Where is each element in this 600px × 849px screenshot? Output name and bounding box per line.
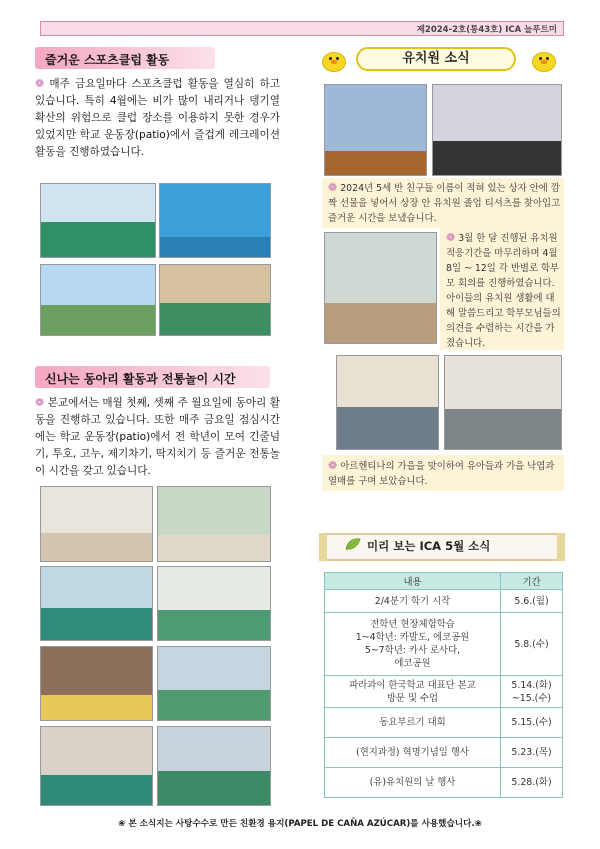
- table-row: [325, 613, 563, 676]
- club-photo-5: [40, 646, 153, 721]
- club-photo-4: [157, 566, 271, 641]
- flower-bullet-icon: ❁: [328, 181, 338, 194]
- sports-title: 즐거운 스포츠클럽 활동: [35, 47, 215, 69]
- table-row: [325, 738, 563, 768]
- club-photo-7: [40, 726, 153, 806]
- table-row: [325, 768, 563, 798]
- kinder-photo-3: [324, 232, 437, 344]
- may-title: 미리 보는 ICA 5월 소식: [367, 539, 491, 553]
- kinder-caption-3-text: 아르헨티나의 가을을 맞이하여 유아들과 가을 낙엽과 열매를 구며 보았습니다.: [328, 461, 555, 487]
- chick-icon: [320, 48, 348, 74]
- flower-bullet-icon: ❁: [328, 459, 338, 472]
- sports-body-text: 매주 금요일마다 스포츠클럽 활동을 열심히 하고 있습니다. 특히 4월에는 비가 많이 내리거나 뎅기열 확산의 위험으로 클럽 장소를 이용하지 못한 경우가 있었지만 학교 운동장(patio)에서 즐겁게 레크레이션 활동을 진행하였습니다.: [35, 78, 280, 158]
- schedule-date: 5.8.(수): [501, 613, 563, 676]
- kinder-caption-2: [446, 230, 562, 351]
- table-row: [325, 676, 563, 708]
- may-banner: [327, 527, 557, 563]
- kinder-caption-3: [328, 458, 561, 489]
- schedule-date: 5.6.(월): [501, 590, 563, 613]
- club-photo-2: [157, 486, 271, 562]
- schedule-date: 5.28.(화): [501, 768, 563, 798]
- club-photo-3: [40, 566, 153, 641]
- header-bar: [40, 21, 564, 36]
- schedule-item: 동요부르기 대회: [325, 708, 501, 738]
- schedule-item: (현지과정) 혁명기념일 행사: [325, 738, 501, 768]
- flower-bullet-icon: ❁: [446, 231, 456, 244]
- issue-label: 제2024-2호(통43호) ICA 늘푸트미: [416, 25, 557, 35]
- chick-icon: [530, 48, 558, 74]
- sports-photo-4: [159, 264, 271, 336]
- schedule-item: 전학년 현장체험학습 1~4학년: 카발도, 에코공원 5~7학년: 카사 로사다, 에코공원: [325, 613, 501, 676]
- sports-photo-3: [40, 264, 156, 336]
- schedule-date: 5.14.(화) ~15.(수): [501, 676, 563, 708]
- kinder-photo-4: [336, 355, 439, 450]
- kinder-caption-1-text: 2024년 5세 반 친구들 이름이 적혀 있는 상자 안에 깜짝 선물을 넣어서 상장 안 유치원 졸업 티셔츠를 찾아입고 즐거운 시간을 보냈습니다.: [328, 183, 561, 224]
- schedule-item: 2/4분기 학기 시작: [325, 590, 501, 613]
- may-schedule-table: [324, 572, 563, 798]
- clubs-body-text: 본교에서는 매월 첫째, 셋째 주 월요일에 동아리 활동을 진행하고 있습니다. 또한 매주 금요일 점심시간에는 학교 운동장(patio)에서 전 학년이 모여 긴줄넘기, 투호, 고누, 제기차기, 딱지치기 등 즐거운 전통놀이 시간을 갖고 있습니다.: [35, 397, 280, 477]
- sports-photo-2: [159, 183, 271, 258]
- club-photo-8: [157, 726, 271, 806]
- flower-bullet-icon: ❁: [35, 77, 45, 90]
- kinder-photo-1: [324, 84, 427, 176]
- club-photo-6: [157, 646, 271, 721]
- schedule-date: 5.15.(수): [501, 708, 563, 738]
- leaf-icon: [345, 537, 361, 551]
- clubs-title: 신나는 동아리 활동과 전통놀이 시간: [35, 366, 270, 388]
- kinder-title: 유치원 소식: [356, 47, 516, 71]
- flower-bullet-icon: ❁: [35, 396, 45, 409]
- kinder-caption-2-text: 3월 한 달 진행된 유치원 적응기간을 마무리하며 4월 8일 ~ 12일 각 반별로 학부모 회의를 진행하였습니다. 아이들의 유치원 생활에 대해 말씀드리고 학부모님들의 의견을 수렴하는 시간을 가졌습니다.: [446, 233, 561, 349]
- column-header-item: 내용: [325, 573, 501, 590]
- schedule-item: (유)유치원의 날 행사: [325, 768, 501, 798]
- sports-body: [35, 75, 280, 161]
- column-header-date: 기간: [501, 573, 563, 590]
- sports-photo-1: [40, 183, 156, 258]
- clubs-body: [35, 394, 280, 480]
- kinder-caption-1: [328, 180, 561, 226]
- table-row: [325, 590, 563, 613]
- kinder-photo-2: [432, 84, 562, 176]
- footer-note: ❀ 본 소식지는 사탕수수로 만든 친환경 용지(PAPEL DE CAÑA AZÚCAR)를 사용했습니다.❀: [118, 819, 482, 829]
- schedule-date: 5.23.(목): [501, 738, 563, 768]
- kinder-photo-5: [444, 355, 562, 450]
- table-row: [325, 708, 563, 738]
- schedule-item: 파라과이 한국학교 대표단 본교 방문 및 수업: [325, 676, 501, 708]
- club-photo-1: [40, 486, 153, 562]
